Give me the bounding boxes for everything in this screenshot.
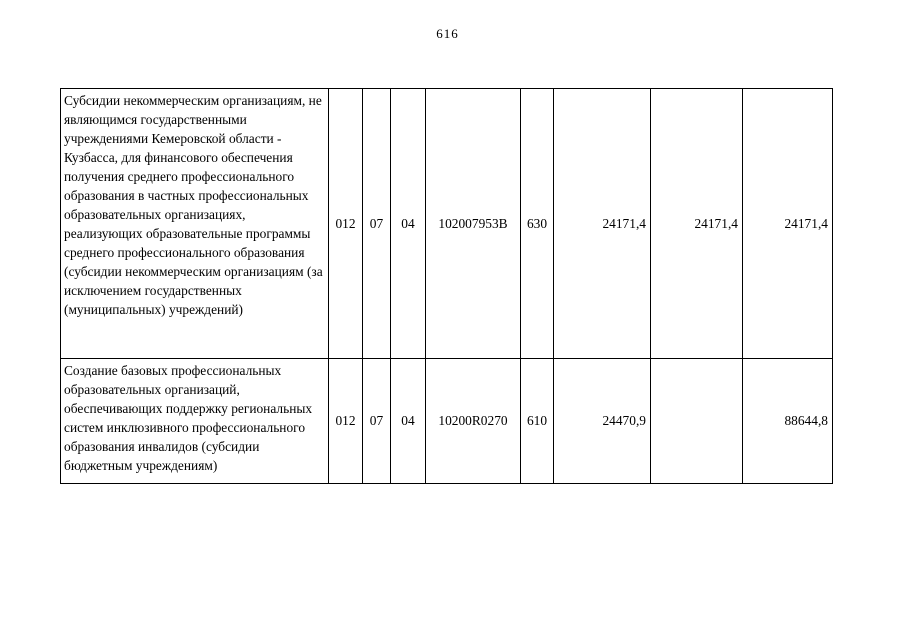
target-article-code-cell: 102007953В	[426, 89, 521, 359]
budget-expense-table	[60, 88, 833, 484]
amount-cell-1: 24470,9	[554, 359, 651, 484]
amount-cell-3: 88644,8	[743, 359, 833, 484]
expense-name-cell: Субсидии некоммерческим организациям, не являющимся государственными учреждениями Кемеровской области - Кузбасса, для финансового обеспечения получения среднего профессионального образования в частных профессиональных образовательных организациях, реализующих образовательные программы среднего профессионального образования (субсидии некоммерческим организациям (за исключением государственных (муниципальных) учреждений)	[61, 89, 329, 359]
section-code-cell: 07	[363, 359, 391, 484]
amount-cell-1: 24171,4	[554, 89, 651, 359]
table-row	[61, 89, 833, 359]
page-number: 616	[436, 26, 459, 41]
subsection-code-cell: 04	[391, 359, 426, 484]
amount-cell-3: 24171,4	[743, 89, 833, 359]
table-row	[61, 359, 833, 484]
grbs-code-cell: 012	[329, 359, 363, 484]
section-code-cell: 07	[363, 89, 391, 359]
amount-cell-2: 24171,4	[651, 89, 743, 359]
target-article-code-cell: 10200R0270	[426, 359, 521, 484]
expense-type-code-cell: 610	[521, 359, 554, 484]
grbs-code-cell: 012	[329, 89, 363, 359]
amount-cell-2	[651, 359, 743, 484]
subsection-code-cell: 04	[391, 89, 426, 359]
expense-name-cell: Создание базовых профессиональных образовательных организаций, обеспечивающих поддержку региональных систем инклюзивного профессионального образования инвалидов (субсидии бюджетным учреждениям)	[61, 359, 329, 484]
expense-type-code-cell: 630	[521, 89, 554, 359]
